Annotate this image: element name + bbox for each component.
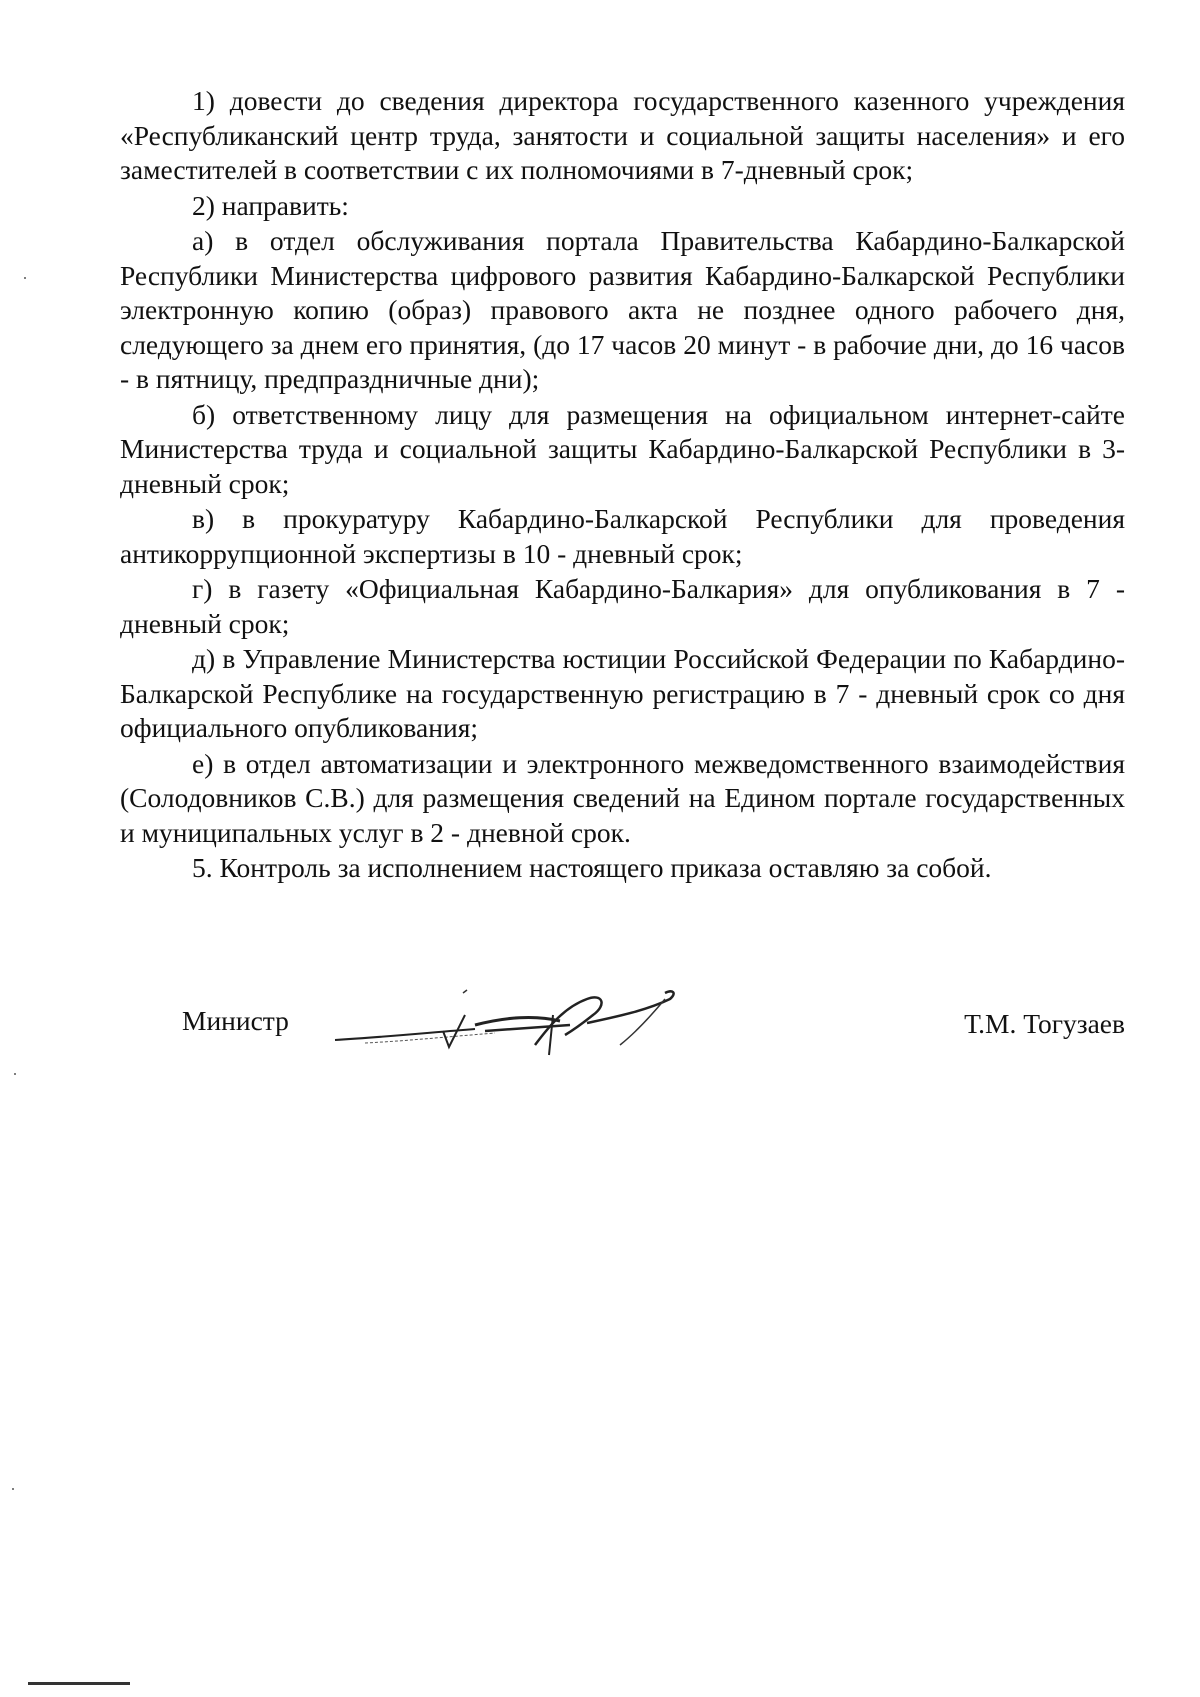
signature-block bbox=[120, 990, 1125, 1090]
paragraph-item-1: 1) довести до сведения директора государственного казенного учреждения «Республиканский центр труда, занятости и социальной защиты населения» и его заместителей в соответствии с их полномочиями в 7-дневный срок; bbox=[120, 85, 1125, 185]
paragraph-item-5: 5. Контроль за исполнением настоящего приказа оставляю за собой. bbox=[192, 852, 992, 883]
signatory-name: Т.М. Тогузаев bbox=[964, 1008, 1125, 1039]
paragraph-item-2a: а) в отдел обслуживания портала Правительства Кабардино-Балкарской Республики Министерства цифрового развития Кабардино-Балкарской Республики электронную копию (образ) правового акта не позднее одного рабочего дня, следующего за днем его принятия, (до 17 часов 20 минут - в рабочие дни, до 16 часов - в пятницу, предпраздничные дни); bbox=[120, 225, 1125, 394]
paragraph-item-2d: д) в Управление Министерства юстиции Российской Федерации по Кабардино-Балкарской Республике на государственную регистрацию в 7 - дневный срок со дня официального опубликования; bbox=[120, 643, 1125, 743]
scan-speck bbox=[14, 1073, 16, 1075]
paragraph-item-2b: б) ответственному лицу для размещения на официальном интернет-сайте Министерства труда и социальной защиты Кабардино-Балкарской Республики в 3-дневный срок; bbox=[120, 398, 1125, 499]
handwritten-signature bbox=[325, 985, 745, 1065]
paragraph-item-2: 2) направить: bbox=[192, 189, 349, 221]
paragraph-item-2g: г) в газету «Официальная Кабардино-Балкария» для опубликования в 7 - дневный срок; bbox=[120, 573, 1125, 639]
document-body bbox=[120, 84, 1125, 887]
scan-speck bbox=[24, 277, 26, 279]
scan-speck bbox=[12, 1488, 14, 1490]
scan-edge-line bbox=[28, 1682, 130, 1685]
paragraph-item-2v: в) в прокуратуру Кабардино-Балкарской Республики для проведения антикоррупционной экспертизы в 10 - дневный срок; bbox=[120, 503, 1125, 569]
paragraph-item-2e: е) в отдел автоматизации и электронного межведомственного взаимодействия (Солодовников С.В.) для размещения сведений на Едином портале государственных и муниципальных услуг в 2 - дневной срок. bbox=[120, 747, 1125, 848]
signatory-title: Министр bbox=[182, 1005, 289, 1036]
